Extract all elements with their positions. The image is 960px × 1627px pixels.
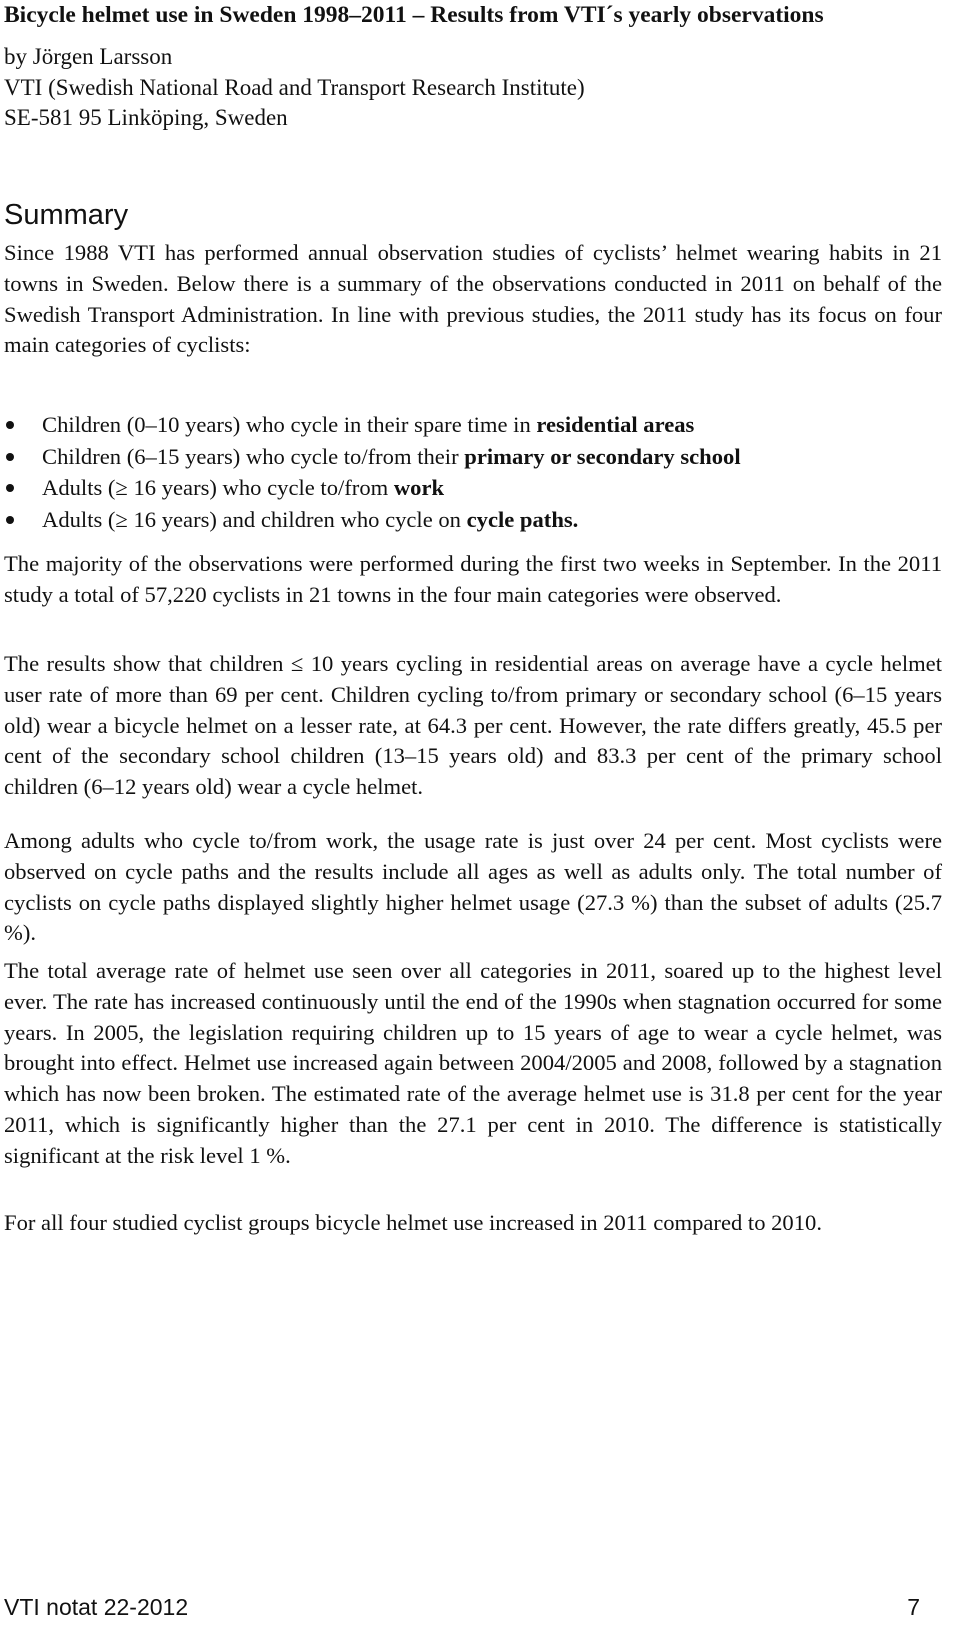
observation-period-paragraph: The majority of the observations were performed during the first two weeks in September. In the 2011 study a total of 57,220 cyclists in 21 towns in the four main categories were observed.	[4, 551, 942, 607]
category-text: Adults (≥ 16 years) and children who cycle on	[42, 506, 467, 532]
author-block	[4, 42, 585, 134]
summary-heading: Summary	[4, 199, 129, 231]
bullet-icon	[6, 484, 14, 492]
adults-paragraph: Among adults who cycle to/from work, the usage rate is just over 24 per cent. Most cyclists were observed on cycle paths and the results include all ages as well as adults only. The total number of cyclists on cycle paths displayed slightly higher helmet usage (27.3 %) than the subset of adults (25.7 %).	[4, 828, 942, 946]
cyclist-category-list	[4, 409, 942, 535]
publication-label: VTI notat 22-2012	[4, 1594, 189, 1620]
summary-intro-paragraph: Since 1988 VTI has performed annual observation studies of cyclists’ helmet wearing habits in 21 towns in Sweden. Below there is a summary of the observations conducted in 2011 on behalf of the Swedish Transport Administration. In line with previous studies, the 2011 study has its focus on four main categories of cyclists:	[4, 240, 942, 358]
author-line: by Jörgen Larsson	[4, 44, 173, 69]
category-emphasis: cycle paths.	[466, 506, 579, 532]
total-average-paragraph: The total average rate of helmet use seen over all categories in 2011, soared up to the highest level ever. The rate has increased continuously until the end of the 1990s when stagnation occurred for some years. In 2005, the legislation requiring children up to 15 years of age to wear a cycle helmet, was brought into effect. Helmet use increased again between 2004/2005 and 2008, followed by a stagnation which has now been broken. The estimated rate of the average helmet use is 31.8 per cent for the year 2011, which is significantly higher than the 27.1 per cent in 2010. The difference is statistically significant at the risk level 1 %.	[4, 958, 942, 1168]
bullet-icon	[6, 453, 14, 461]
document-title: Bicycle helmet use in Sweden 1998–2011 – Results from VTI´s yearly observations	[4, 2, 824, 28]
list-item	[4, 472, 942, 504]
affiliation-line: VTI (Swedish National Road and Transport Research Institute)	[4, 74, 585, 100]
address-line: SE-581 95 Linköping, Sweden	[4, 105, 288, 130]
list-item	[4, 504, 942, 536]
conclusion-paragraph: For all four studied cyclist groups bicycle helmet use increased in 2011 compared to 2010.	[4, 1210, 822, 1235]
bullet-icon	[6, 516, 14, 524]
category-emphasis: residential areas	[536, 412, 695, 437]
page-number: 7	[907, 1594, 920, 1620]
list-item	[4, 441, 942, 473]
category-text: Children (0–10 years) who cycle in their spare time in	[42, 412, 537, 437]
list-item	[4, 409, 942, 441]
category-text: Children (6–15 years) who cycle to/from their	[42, 443, 465, 469]
results-paragraph: The results show that children ≤ 10 years cycling in residential areas on average have a cycle helmet user rate of more than 69 per cent. Children cycling to/from primary or secondary school (6–15 years old) wear a bicycle helmet on a lesser rate, at 64.3 per cent. However, the rate differs greatly, 45.5 per cent of the secondary school children (13–15 years old) and 83.3 per cent of the primary school children (6–12 years old) wear a cycle helmet.	[4, 651, 942, 800]
category-emphasis: work	[393, 475, 445, 500]
category-emphasis: primary or secondary school	[464, 443, 741, 469]
category-text: Adults (≥ 16 years) who cycle to/from	[42, 475, 394, 500]
bullet-icon	[6, 421, 14, 429]
